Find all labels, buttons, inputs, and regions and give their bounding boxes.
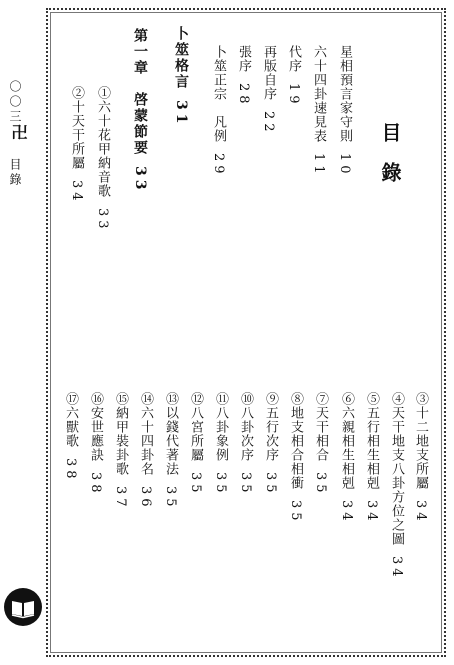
toc-entry-page: 34	[339, 500, 354, 525]
toc-entry-label: 代序	[286, 45, 301, 73]
heading-page: 33	[132, 166, 148, 194]
toc-entry-label: ⑰六獸歌	[63, 392, 78, 448]
toc-entry	[365, 392, 378, 525]
toc-entry	[139, 392, 152, 511]
toc-entry-label: ③十二地支所屬	[413, 392, 428, 490]
toc-entry-page: 33	[95, 208, 110, 233]
toc-entry	[239, 392, 252, 497]
toc-entry-label: ⑬以錢代著法	[163, 392, 178, 476]
toc-entry-label: 星相預言家守則	[337, 45, 352, 143]
toc-entry-label: ①六十花甲納音歌	[95, 86, 110, 198]
toc-entry-page: 29	[211, 153, 226, 178]
heading-label: 卜筮格言	[173, 26, 189, 90]
book-heading	[174, 26, 188, 127]
toc-entry-label: ⑥六親相生相剋	[339, 392, 354, 490]
toc-entry-page: 22	[261, 111, 276, 136]
toc-entry-label: ⑧地支相合相衝	[288, 392, 303, 490]
toc-entry	[89, 392, 102, 497]
section-label: 目錄	[8, 158, 22, 188]
toc-entry-page: 38	[63, 458, 78, 483]
toc-entry-page: 34	[364, 500, 379, 525]
toc-entry-page: 19	[286, 83, 301, 108]
toc-entry	[114, 392, 127, 511]
toc-entry-page: 38	[88, 472, 103, 497]
toc-entry-label: ⑩八卦次序	[238, 392, 253, 462]
toc-entry	[287, 45, 300, 108]
toc-entry-page: 35	[313, 472, 328, 497]
toc-entry-label: ②十天干所屬	[69, 86, 84, 170]
toc-entry	[314, 392, 327, 497]
toc-entry-page: 35	[188, 472, 203, 497]
toc-entry	[312, 45, 325, 178]
toc-entry-page: 35	[263, 472, 278, 497]
toc-entry	[390, 392, 403, 581]
toc-entry	[289, 392, 302, 525]
toc-entry-page: 34	[389, 556, 404, 581]
toc-entry-label: 再版自序	[261, 45, 276, 101]
toc-entry	[70, 86, 83, 205]
toc-entry	[212, 45, 225, 178]
book-logo-icon	[4, 588, 42, 626]
toc-entry-label: 張序	[236, 45, 251, 73]
toc-entry-page: 35	[163, 486, 178, 511]
heading-label: 第一章 啓蒙節要	[132, 28, 148, 156]
toc-entry-label: ⑪八卦象例	[213, 392, 228, 462]
toc-entry-label: ⑨五行次序	[263, 392, 278, 462]
toc-entry-label: 六十四卦速見表	[311, 45, 326, 143]
toc-entry-label: ⑯安世應訣	[88, 392, 103, 462]
toc-entry	[96, 86, 109, 233]
toc-entry-label: ⑭六十四卦名	[138, 392, 153, 476]
page-number: 〇〇三	[8, 80, 22, 125]
toc-entry-page: 35	[213, 472, 228, 497]
toc-entry	[189, 392, 202, 497]
toc-entry-page: 34	[69, 180, 84, 205]
toc-entry-page: 35	[238, 472, 253, 497]
page-title: 目 錄	[378, 122, 402, 182]
toc-entry-page: 34	[413, 500, 428, 525]
toc-entry-label: ⑮納甲裝卦歌	[113, 392, 128, 476]
toc-entry-page: 10	[337, 153, 352, 178]
heading-page: 31	[173, 100, 189, 128]
toc-entry	[338, 45, 351, 178]
toc-entry-page: 35	[288, 500, 303, 525]
toc-entry-label: ④天干地支八卦方位之圖	[389, 392, 404, 546]
toc-entry-label: ⑦天干相合	[313, 392, 328, 462]
toc-entry	[262, 45, 275, 136]
toc-entry	[414, 392, 427, 525]
toc-entry	[64, 392, 77, 483]
toc-entry-page: 11	[311, 153, 326, 178]
toc-entry	[340, 392, 353, 525]
swastika-symbol: 卍	[9, 124, 28, 143]
toc-entry-label: 卜筮正宗 凡例	[211, 45, 226, 143]
toc-entry	[164, 392, 177, 511]
chapter-heading	[133, 28, 147, 193]
toc-entry-page: 37	[113, 486, 128, 511]
toc-entry	[214, 392, 227, 497]
toc-entry	[264, 392, 277, 497]
toc-entry-page: 36	[138, 486, 153, 511]
toc-entry-label: ⑫八宮所屬	[188, 392, 203, 462]
toc-entry	[237, 45, 250, 108]
toc-entry-page: 28	[236, 83, 251, 108]
toc-entry-label: ⑤五行相生相剋	[364, 392, 379, 490]
